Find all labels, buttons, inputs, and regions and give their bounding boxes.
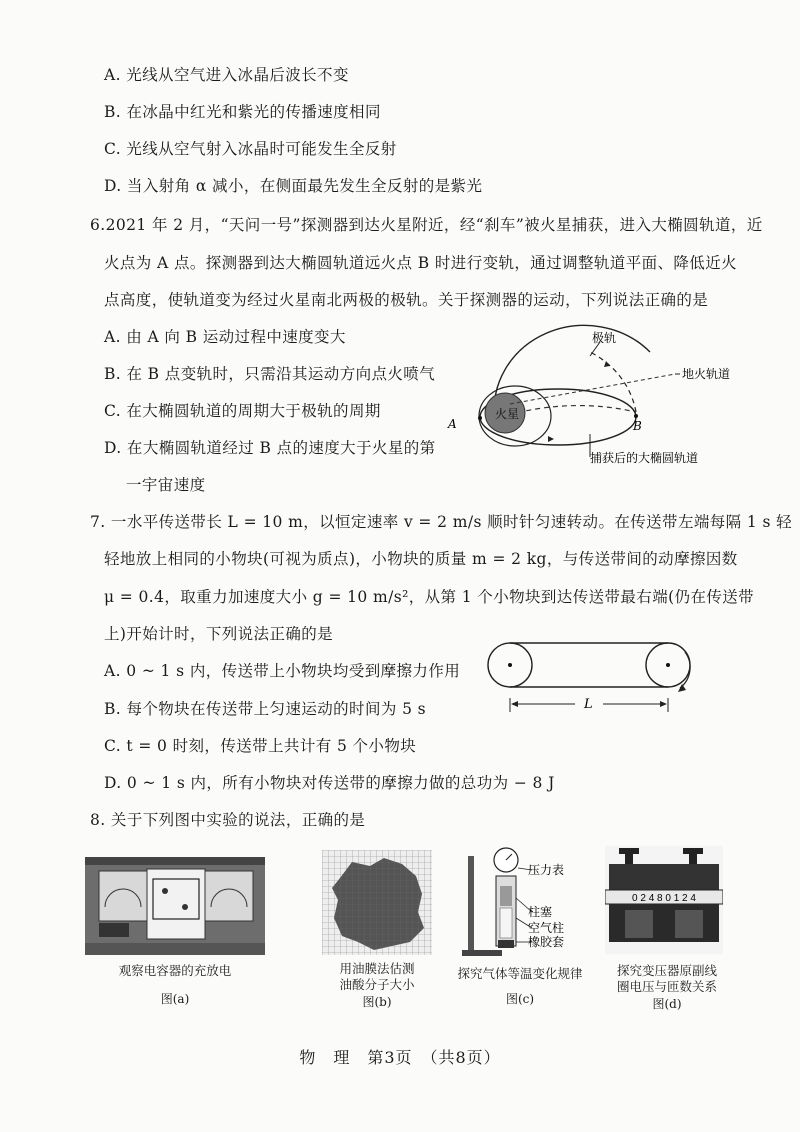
q7-option-a: A. 0 ~ 1 s 内，传送带上小物块均受到摩擦力作用	[104, 662, 461, 680]
q5-option-b: B. 在冰晶中红光和紫光的传播速度相同	[104, 103, 381, 121]
caption-b-line-2: 油酸分子大小	[339, 977, 415, 992]
point-a-label: A	[448, 417, 457, 431]
label-d: 图(d)	[652, 997, 682, 1011]
photo-oil-film	[322, 850, 432, 955]
piston-label: 柱塞	[528, 905, 553, 919]
captured-orbit-label: 捕获后的大椭圆轨道	[590, 451, 699, 465]
orbit-diagram	[440, 322, 740, 472]
q6-stem-line-2: 火点为 A 点。探测器到达大椭圆轨道远火点 B 时进行变轨，通过调整轨道平面、降低近火	[104, 254, 737, 272]
q6-option-c: C. 在大椭圆轨道的周期大于极轨的周期	[104, 402, 381, 420]
caption-a-line-1: 观察电容器的充放电	[118, 963, 232, 978]
q5-option-c: C. 光线从空气射入冰晶时可能发生全反射	[104, 140, 397, 158]
q6-option-d: D. 在大椭圆轨道经过 B 点的速度大于火星的第	[104, 439, 436, 457]
rubber-cap-label: 橡胶套	[528, 935, 565, 949]
caption-d-line-1: 探究变压器原副线	[616, 963, 717, 978]
diagram-gas-apparatus	[462, 846, 592, 958]
q7-option-d: D. 0 ~ 1 s 内，所有小物块对传送带的摩擦力做的总功为 − 8 J	[104, 774, 555, 792]
label-c: 图(c)	[505, 992, 535, 1006]
q6-stem-line-1: 6.2021 年 2 月，“天问一号”探测器到达火星附近，经“刹车”被火星捕获，进入大椭圆轨道，近	[90, 216, 763, 234]
q8-stem: 8. 关于下列图中实验的说法，正确的是	[90, 811, 366, 829]
pressure-gauge-label: 压力表	[528, 863, 565, 877]
label-a: 图(a)	[160, 992, 190, 1006]
q7-option-c: C. t = 0 时刻，传送带上共计有 5 个小物块	[104, 737, 417, 755]
length-label: L	[584, 697, 593, 712]
coil-scale-label: 0 2 4 8 0 1 2 4	[632, 893, 696, 904]
q7-stem-line-3: μ = 0.4，取重力加速度大小 g = 10 m/s²，从第 1 个小物块到达传送带最右端(仍在传送带	[104, 588, 755, 606]
q7-stem-line-4: 上)开始计时，下列说法正确的是	[104, 625, 334, 643]
q7-option-b: B. 每个物块在传送带上匀速运动的时间为 5 s	[104, 700, 427, 718]
q6-option-b: B. 在 B 点变轨时，只需沿其运动方向点火喷气	[104, 365, 436, 383]
photo-transformer	[605, 846, 723, 954]
q7-stem-line-1: 7. 一水平传送带长 L = 10 m，以恒定速率 v = 2 m/s 顺时针匀速转动。在传送带左端每隔 1 s 轻	[90, 513, 793, 531]
caption-d-line-2: 圈电压与匝数关系	[616, 979, 717, 994]
label-b: 图(b)	[362, 995, 392, 1009]
q6-option-d-cont: 一宇宙速度	[126, 476, 206, 494]
conveyor-diagram	[480, 640, 710, 720]
page-footer: 物 理 第3页 （共8页）	[299, 1048, 501, 1067]
q7-stem-line-2: 轻地放上相同的小物块(可视为质点)，小物块的质量 m = 2 kg，与传送带间的动摩擦因数	[104, 550, 738, 568]
air-column-label: 空气柱	[528, 921, 565, 935]
q6-stem-line-3: 点高度，使轨道变为经过火星南北两极的极轨。关于探测器的运动，下列说法正确的是	[104, 291, 709, 309]
q5-option-a: A. 光线从空气进入冰晶后波长不变	[104, 66, 349, 84]
geo-orbit-label: 地火轨道	[682, 367, 731, 381]
q6-option-a: A. 由 A 向 B 运动过程中速度变大	[104, 328, 346, 346]
polar-orbit-label: 极轨	[592, 331, 617, 345]
q5-option-d: D. 当入射角 α 减小，在侧面最先发生全反射的是紫光	[104, 177, 483, 195]
point-b-label: B	[633, 419, 642, 433]
mars-label: 火星	[495, 407, 520, 421]
photo-capacitor	[85, 857, 265, 955]
caption-b-line-1: 用油膜法估测	[339, 961, 415, 976]
caption-c-line-1: 探究气体等温变化规律	[457, 966, 583, 981]
